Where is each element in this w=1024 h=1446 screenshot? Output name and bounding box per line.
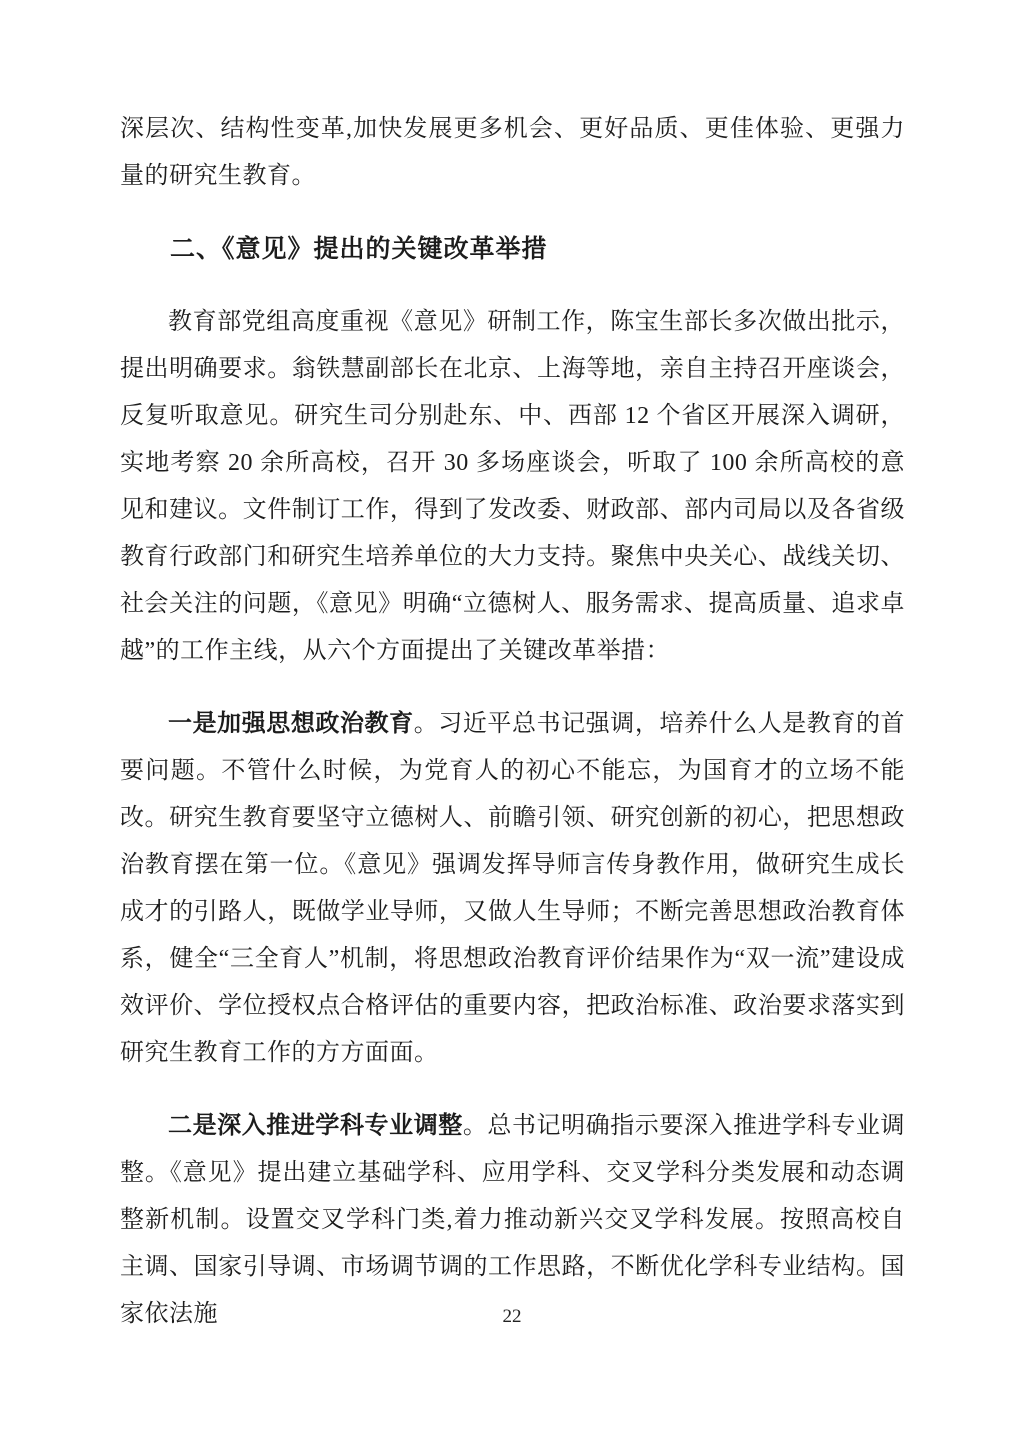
paragraph-measure-2 [120,1103,905,1338]
paragraph-overview: 教育部党组高度重视《意见》研制工作，陈宝生部长多次做出批示，提出明确要求。翁铁慧副部长在北京、上海等地，亲自主持召开座谈会，反复听取意见。研究生司分别赴东、中、西部 12 个省区开展深入调研，实地考察 20 余所高校，召开 30 多场座谈会，听取了 100 余所高校的意见和建议。文件制订工作，得到了发改委、财政部、部内司局以及各省级教育行政部门和研究生培养单位的大力支持。聚焦中央关心、战线关切、社会关注的问题，《意见》明确“立德树人、服务需求、提高质量、追求卓越”的工作主线，从六个方面提出了关键改革举措： [120,309,905,664]
continuation-paragraph: 深层次、结构性变革,加快发展更多机会、更好品质、更佳体验、更强力量的研究生教育。 [120,116,905,189]
paragraph-measure-2-body: 。总书记明确指示要深入推进学科专业调整。《意见》提出建立基础学科、应用学科、交叉学科分类发展和动态调整新机制。设置交叉学科门类,着力推动新兴交叉学科发展。按照高校自主调、国家引导调、市场调节调的工作思路，不断优化学科专业结构。国家依法施 [120,1113,905,1327]
document-body [120,106,905,1338]
section-heading: 二、《意见》提出的关键改革举措 [170,236,548,263]
page-footer [0,1306,1024,1328]
paragraph-measure-1-lead: 一是加强思想政治教育 [168,711,414,737]
paragraph-measure-1-body: 。习近平总书记强调，培养什么人是教育的首要问题。不管什么时候，为党育人的初心不能忘，为国育才的立场不能改。研究生教育要坚守立德树人、前瞻引领、研究创新的初心，把思想政治教育摆在第一位。《意见》强调发挥导师言传身教作用，做研究生成长成才的引路人，既做学业导师，又做人生导师；不断完善思想政治教育体系，健全“三全育人”机制，将思想政治教育评价结果作为“双一流”建设成效评价、学位授权点合格评估的重要内容，把政治标准、政治要求落实到研究生教育工作的方方面面。 [120,711,906,1066]
paragraph-measure-2-lead: 二是深入推进学科专业调整 [168,1113,463,1139]
page-number: 22 [502,1306,522,1327]
paragraph-measure-1 [120,701,905,1077]
